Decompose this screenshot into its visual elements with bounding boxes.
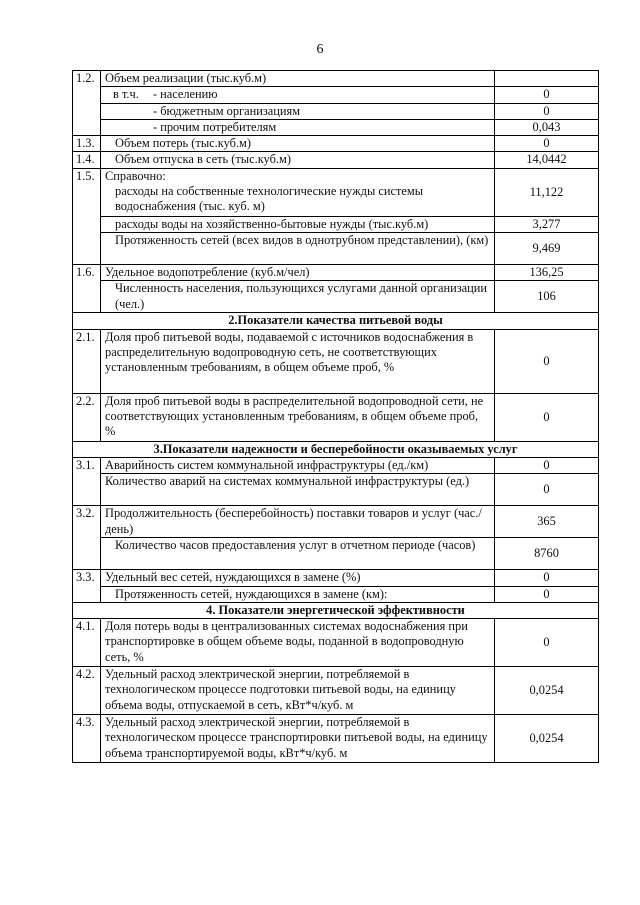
row-text: Объем реализации (тыс.куб.м)	[101, 71, 495, 87]
table-row	[73, 667, 599, 715]
row-number: 4.1.	[73, 619, 101, 667]
row-number: 2.2.	[73, 393, 101, 441]
row-value: 0	[495, 393, 599, 441]
table-row	[73, 281, 599, 313]
table-row	[73, 216, 599, 232]
row-number: 4.3.	[73, 715, 101, 763]
row-value: 0	[495, 136, 599, 152]
table-row	[73, 506, 599, 538]
indicators-table	[72, 70, 599, 763]
table-row	[73, 457, 599, 473]
table-row	[73, 619, 599, 667]
row-value: 0	[495, 570, 599, 586]
section-row	[73, 602, 599, 618]
row-value: 365	[495, 506, 599, 538]
table-row	[73, 586, 599, 602]
row-text: Продолжительность (бесперебойность) поставки товаров и услуг (час./день)	[101, 506, 495, 538]
row-number: 3.3.	[73, 570, 101, 603]
row-number: 4.2.	[73, 667, 101, 715]
table-row	[73, 87, 599, 103]
table-row	[73, 71, 599, 87]
table-row	[73, 136, 599, 152]
row-text: Доля проб питьевой воды в распределительной водопроводной сети, не соответствующих установленным требованиям, в общем объеме проб, %	[101, 393, 495, 441]
row-text-cell	[101, 168, 495, 216]
row-value: 11,122	[495, 168, 599, 216]
row-text: Аварийность систем коммунальной инфраструктуры (ед./км)	[101, 457, 495, 473]
table-row	[73, 168, 599, 216]
table-row	[73, 265, 599, 281]
row-text: Удельное водопотребление (куб.м/чел)	[101, 265, 495, 281]
section-title: 3.Показатели надежности и бесперебойности оказываемых услуг	[73, 441, 599, 457]
row-number: 1.2.	[73, 71, 101, 136]
row-value: 0,0254	[495, 715, 599, 763]
row-text: Количество часов предоставления услуг в отчетном периоде (часов)	[101, 538, 495, 570]
row-text: Протяженность сетей, нуждающихся в замене (км):	[101, 586, 495, 602]
row-text: - населению	[152, 87, 218, 102]
row-value: 0	[495, 329, 599, 393]
table-row	[73, 152, 599, 168]
row-number: 1.6.	[73, 265, 101, 313]
row-value: 3,277	[495, 216, 599, 232]
row-text: Объем отпуска в сеть (тыс.куб.м)	[101, 152, 495, 168]
table-row	[73, 570, 599, 586]
row-prefix: в т.ч.	[113, 87, 139, 102]
row-value: 8760	[495, 538, 599, 570]
table-row	[73, 119, 599, 135]
row-value: 136,25	[495, 265, 599, 281]
row-value: 0,043	[495, 119, 599, 135]
table-row	[73, 233, 599, 265]
row-text-cell	[101, 87, 495, 103]
row-number: 3.2.	[73, 506, 101, 570]
section-title: 4. Показатели энергетической эффективности	[73, 602, 599, 618]
section-title: 2.Показатели качества питьевой воды	[73, 313, 599, 329]
row-number: 1.5.	[73, 168, 101, 264]
table-row	[73, 103, 599, 119]
row-text: Удельный вес сетей, нуждающихся в замене (%)	[101, 570, 495, 586]
row-text: Удельный расход электрической энергии, потребляемой в технологическом процессе подготовки питьевой воды, на единицу объема воды, отпускаемой в сеть, кВт*ч/куб. м	[101, 667, 495, 715]
row-value: 0	[495, 87, 599, 103]
row-text: Численность населения, пользующихся услугами данной организации (чел.)	[101, 281, 495, 313]
row-value: 0	[495, 474, 599, 506]
row-text: Объем потерь (тыс.куб.м)	[101, 136, 495, 152]
table-row	[73, 393, 599, 441]
row-value: 0	[495, 103, 599, 119]
row-number: 2.1.	[73, 329, 101, 393]
table-row	[73, 538, 599, 570]
row-value: 0	[495, 457, 599, 473]
table-row	[73, 329, 599, 393]
table-row	[73, 715, 599, 763]
row-text: Доля проб питьевой воды, подаваемой с источников водоснабжения в распределительную водопроводную сеть, не соответствующих установленным требованиям, в общем объеме проб, %	[101, 329, 495, 393]
row-text: - прочим потребителям	[101, 119, 495, 135]
row-value: 0	[495, 586, 599, 602]
row-text: Протяженность сетей (всех видов в однотрубном представлении), (км)	[101, 233, 495, 265]
row-number: 1.3.	[73, 136, 101, 152]
row-text: Доля потерь воды в централизованных системах водоснабжения при транспортировке в общем объеме воды, поданной в водопроводную сеть, %	[101, 619, 495, 667]
row-text: Удельный расход электрической энергии, потребляемой в технологическом процессе транспортировки питьевой воды, на единицу объема транспортируемой воды, кВт*ч/куб. м	[101, 715, 495, 763]
row-value: 0	[495, 619, 599, 667]
row-number: 1.4.	[73, 152, 101, 168]
row-value: 106	[495, 281, 599, 313]
row-subtext: расходы на собственные технологические нужды системы водоснабжения (тыс. куб. м)	[115, 184, 424, 214]
section-row	[73, 313, 599, 329]
row-text: Справочно:	[105, 168, 166, 183]
row-text: Количество аварий на системах коммунальной инфраструктуры (ед.)	[101, 474, 495, 506]
row-number: 3.1.	[73, 457, 101, 505]
row-text: расходы воды на хозяйственно-бытовые нужды (тыс.куб.м)	[101, 216, 495, 232]
row-value: 9,469	[495, 233, 599, 265]
page-number: 6	[316, 42, 324, 57]
row-value: 14,0442	[495, 152, 599, 168]
section-row	[73, 441, 599, 457]
row-value	[495, 71, 599, 87]
row-value: 0,0254	[495, 667, 599, 715]
row-text: - бюджетным организациям	[101, 103, 495, 119]
table-row	[73, 474, 599, 506]
